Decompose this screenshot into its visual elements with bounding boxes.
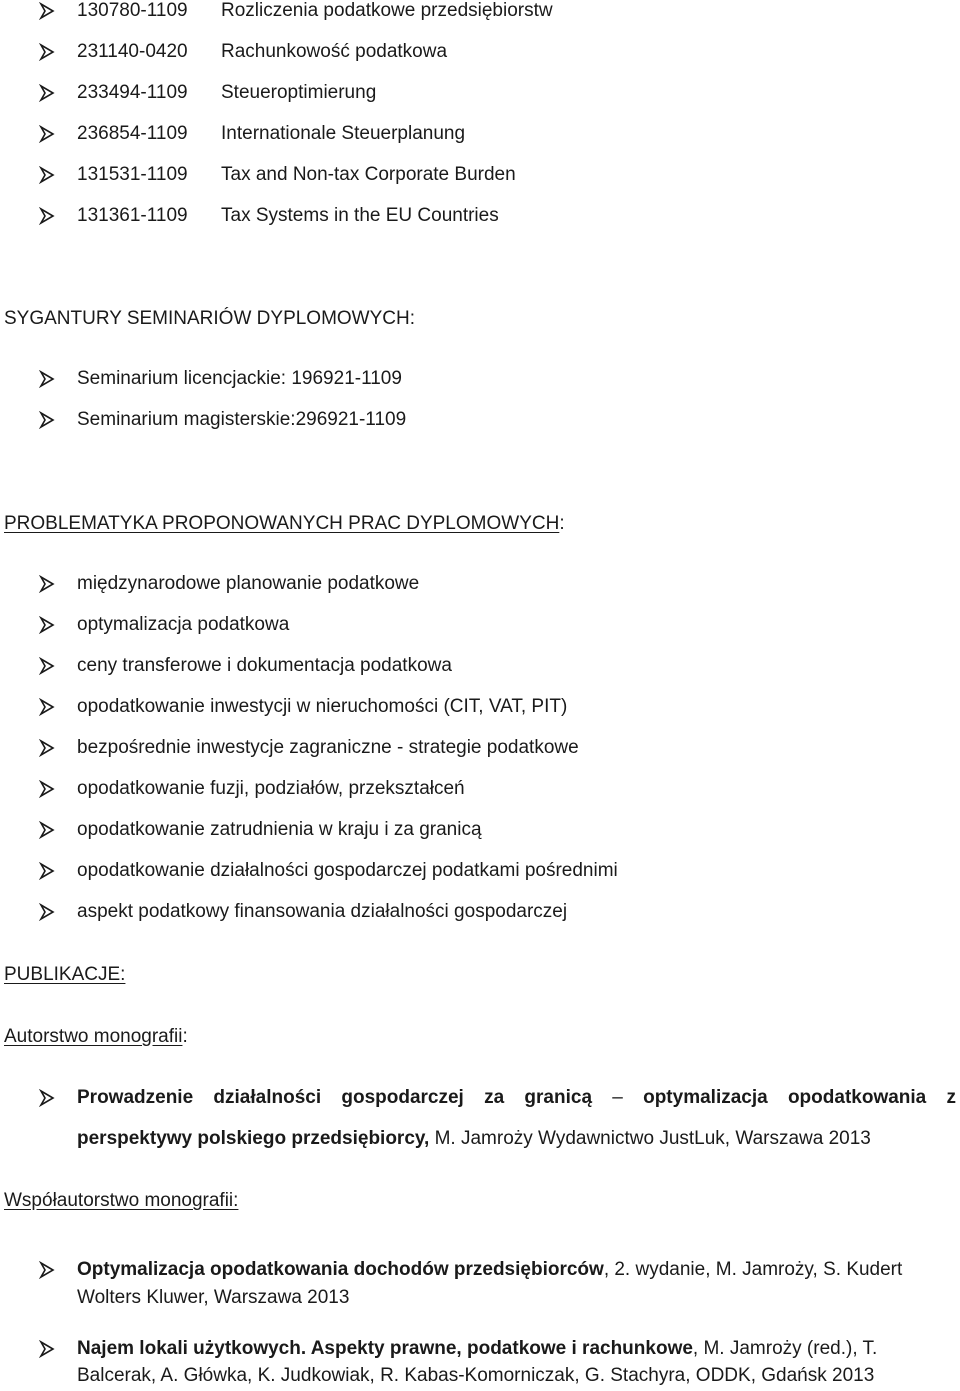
arrow-bullet-icon [38,411,56,429]
authorship-title-word: za [484,1087,505,1108]
topic-item-text: bezpośrednie inwestycje zagraniczne - strategie podatkowe [77,737,579,758]
arrow-bullet-icon [38,1261,56,1279]
course-code: 233494-1109 [77,82,188,103]
course-text [77,123,956,146]
course-text [77,82,956,105]
topic-item-text: opodatkowanie zatrudnienia w kraju i za granicą [77,819,482,840]
authorship-title-word: – [612,1087,623,1108]
course-text [77,205,956,228]
arrow-bullet-icon [38,84,56,102]
topic-item-text: opodatkowanie fuzji, podziałów, przekształceń [77,778,465,799]
course-code: 231140-0420 [77,41,188,62]
topics-heading-text: PROBLEMATYKA PROPONOWANYCH PRAC DYPLOMOWYCH [4,513,560,534]
course-code: 236854-1109 [77,123,188,144]
arrow-bullet-icon [38,739,56,757]
arrow-bullet-icon [38,2,56,20]
topic-item-text: aspekt podatkowy finansowania działalności gospodarczej [77,901,568,922]
course-name: Steueroptimierung [221,82,377,103]
arrow-bullet-icon [38,575,56,593]
arrow-bullet-icon [38,821,56,839]
coauthorship-1-title: Optymalizacja opodatkowania dochodów przedsiębiorców [77,1259,604,1280]
course-name: Rozliczenia podatkowe przedsiębiorstw [221,0,553,21]
arrow-bullet-icon [38,1340,56,1358]
topic-item-text: opodatkowanie inwestycji w nieruchomości (CIT, VAT, PIT) [77,696,568,717]
authorship-title-word: Prowadzenie [77,1087,194,1108]
arrow-bullet-icon [38,780,56,798]
arrow-bullet-icon [38,657,56,675]
arrow-bullet-icon [38,207,56,225]
course-code: 131531-1109 [77,164,188,185]
coauthorship-2-title: Najem lokali użytkowych. Aspekty prawne, podatkowe i rachunkowe [77,1338,693,1359]
course-text [77,164,956,187]
authorship-heading [4,1026,188,1049]
authorship-details: M. Jamroży Wydawnictwo JustLuk, Warszawa 2013 [429,1128,871,1149]
authorship-title-word: granicą [524,1087,593,1108]
course-text [77,41,956,64]
authorship-title-word: z [946,1087,956,1108]
coauthorship-heading: Współautorstwo monografii: [4,1190,239,1211]
course-code: 131361-1109 [77,205,188,226]
course-name: Internationale Steuerplanung [221,123,466,144]
authorship-title-word: optymalizacja [643,1087,768,1108]
topic-item-text: opodatkowanie działalności gospodarczej podatkami pośrednimi [77,860,618,881]
topic-item-text: międzynarodowe planowanie podatkowe [77,573,420,594]
authorship-title-word: gospodarczej [341,1087,464,1108]
authorship-line2 [77,1128,871,1151]
arrow-bullet-icon [38,43,56,61]
coauthorship-1-line2: Wolters Kluwer, Warszawa 2013 [77,1287,350,1308]
arrow-bullet-icon [38,125,56,143]
course-name: Tax and Non-tax Corporate Burden [221,164,516,185]
seminars-heading: SYGANTURY SEMINARIÓW DYPLOMOWYCH: [4,308,416,329]
authorship-heading-text: Autorstwo monografii [4,1026,183,1047]
arrow-bullet-icon [38,903,56,921]
topic-item-text: ceny transferowe i dokumentacja podatkowa [77,655,452,676]
course-code: 130780-1109 [77,0,188,21]
arrow-bullet-icon [38,370,56,388]
coauthorship-1-details: , 2. wydanie, M. Jamroży, S. Kudert [603,1259,903,1280]
authorship-title-line2: perspektywy polskiego przedsiębiorcy, [77,1128,430,1149]
arrow-bullet-icon [38,616,56,634]
authorship-title-word: działalności [213,1087,322,1108]
publications-heading: PUBLIKACJE: [4,964,126,985]
coauthorship-2-line2: Balcerak, A. Główka, K. Judkowiak, R. Kabas-Komorniczak, G. Stachyra, ODDK, Gdańsk 2013 [77,1365,875,1386]
arrow-bullet-icon [38,1089,56,1107]
authorship-heading-colon: : [182,1026,188,1047]
authorship-title-line1 [77,1087,956,1110]
course-name: Tax Systems in the EU Countries [221,205,499,226]
arrow-bullet-icon [38,862,56,880]
coauthorship-2-details: , M. Jamroży (red.), T. [692,1338,878,1359]
topics-heading [4,513,565,536]
topics-heading-colon: : [559,513,565,534]
coauthorship-2-line1 [77,1338,956,1361]
course-text [77,0,956,23]
course-name: Rachunkowość podatkowa [221,41,448,62]
seminar-item-text: Seminarium licencjackie: 196921-1109 [77,368,402,389]
seminar-item-text: Seminarium magisterskie:296921-1109 [77,409,407,430]
arrow-bullet-icon [38,166,56,184]
authorship-title-word: opodatkowania [787,1087,927,1108]
arrow-bullet-icon [38,698,56,716]
topic-item-text: optymalizacja podatkowa [77,614,290,635]
coauthorship-1-line1 [77,1259,956,1282]
